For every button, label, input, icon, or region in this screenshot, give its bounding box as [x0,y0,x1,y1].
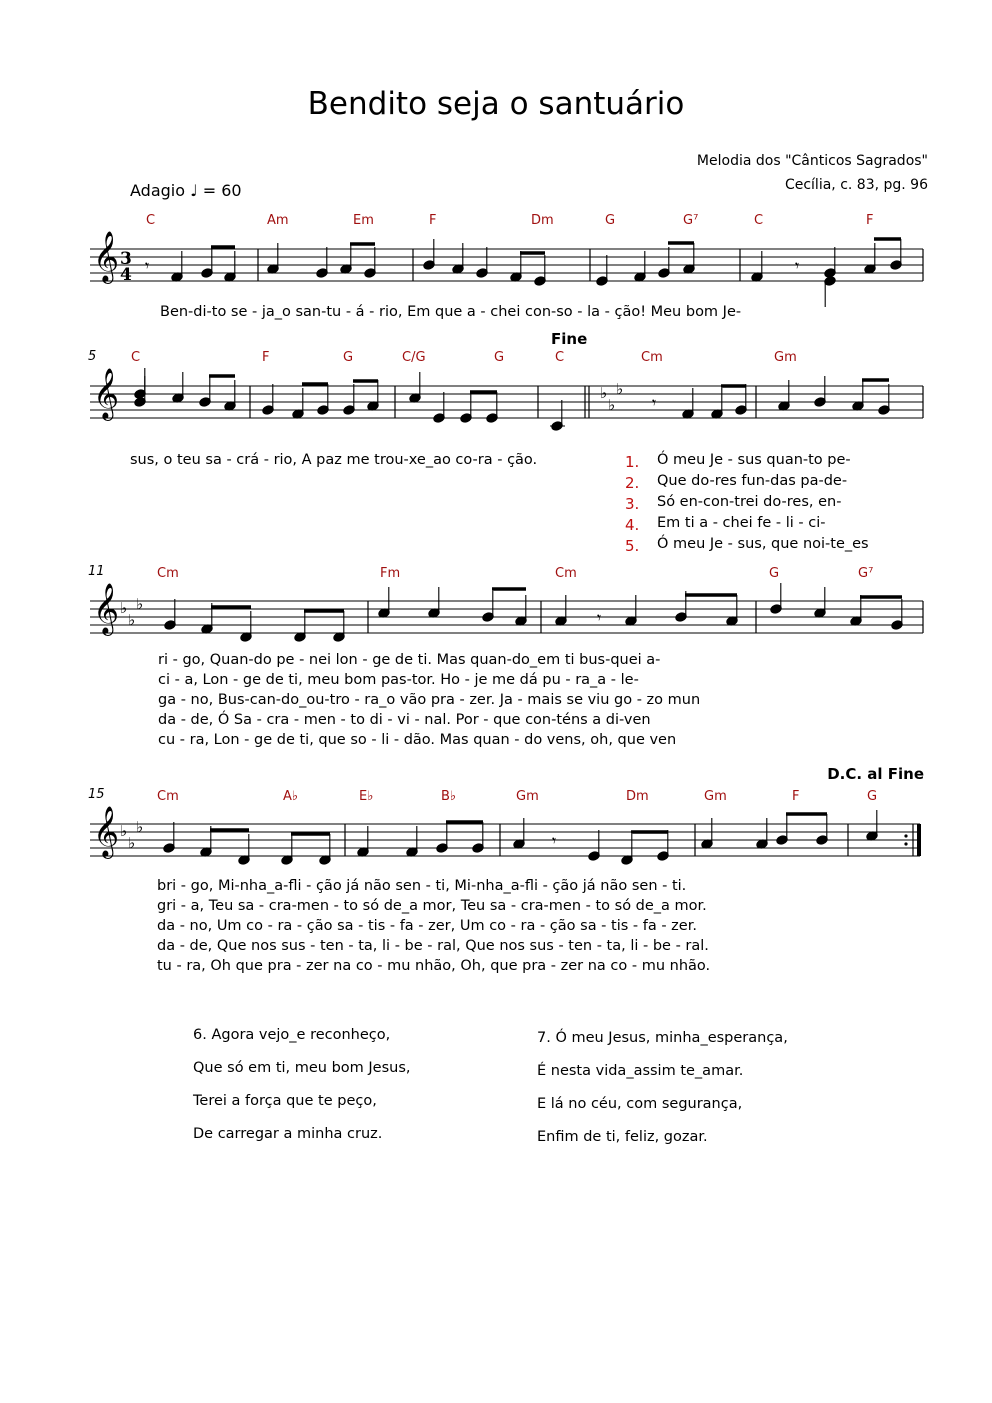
chord: G [769,566,780,581]
measure-number: 5 [88,349,97,364]
quarter-note-icon: ♩ [190,181,198,200]
lyric-line: bri - go, Mi-nha_a-fli - ção já não sen - ti, Mi-nha_a-fli - ção já não sen - ti. [157,878,687,894]
chord: Gm [516,789,539,804]
chord: Am [267,213,289,228]
lyric-line: ri - go, Quan-do pe - nei lon - ge de ti. Mas quan-do_em ti bus-quei a- [158,652,661,668]
verse-6-line: Terei a força que te peço, [193,1093,377,1109]
song-title: Bendito seja o santuário [307,86,685,122]
measure-number: 15 [88,787,105,802]
flat-icon: ♭ [136,595,144,613]
lyric-line: sus, o teu sa - crá - rio, A paz me trou-xe_ao co-ra - ção. [130,452,538,468]
chord: Cm [555,566,577,581]
lyric-line: cu - ra, Lon - ge de ti, que so - li - dão. Mas quan - do vens, oh, que ven [158,732,677,748]
verse-start: Ó meu Je - sus, que noi-te_es [657,536,869,552]
fine-marker: Fine [551,330,588,348]
chord: E♭ [359,789,374,804]
verse-number: 2. [625,474,640,492]
eighth-rest-icon: 𝄾 [652,393,657,412]
chord: Dm [531,213,554,228]
chord: G [343,350,354,365]
treble-clef-icon: 𝄞 [93,231,120,282]
chord: Cm [157,566,179,581]
chord: Cm [157,789,179,804]
treble-clef-icon: 𝄞 [93,583,120,634]
repeat-dot [904,842,907,845]
verse-7-line: É nesta vida_assim te_amar. [537,1063,744,1079]
measure-number: 11 [88,564,105,579]
treble-clef-icon: 𝄞 [93,806,120,857]
chord: G [867,789,878,804]
lyric-line: da - de, Ó Sa - cra - men - to di - vi - nal. Por - que con-téns a di-ven [158,712,651,728]
repeat-dot [904,834,907,837]
treble-clef-icon: 𝄞 [93,368,120,419]
credit-source: Cecília, c. 83, pg. 96 [784,177,928,193]
chord: G [494,350,505,365]
eighth-rest-icon: 𝄾 [597,608,602,627]
verse-7-line: 7. Ó meu Jesus, minha_esperança, [537,1030,788,1046]
verse-number: 3. [625,495,640,513]
chord: C [754,213,764,228]
chord: G [605,213,616,228]
chord: Cm [641,350,663,365]
verse-6-line: Que só em ti, meu bom Jesus, [193,1060,411,1076]
chord: F [792,789,800,804]
dc-al-fine-marker: D.C. al Fine [827,765,924,783]
chord: B♭ [441,789,457,804]
chord: Fm [380,566,401,581]
chord: F [866,213,874,228]
lyric-line: ga - no, Bus-can-do_ou-tro - ra_o vão pra - zer. Ja - mais se viu go - zo mun [158,692,701,708]
credit-melody: Melodia dos "Cânticos Sagrados" [696,153,928,169]
lyric-line: da - de, Que nos sus - ten - ta, li - be - ral, Que nos sus - ten - ta, li - be - ral. [157,938,709,954]
verse-start: Que do-res fun-das pa-de- [657,473,848,489]
flat-icon: ♭ [136,818,144,836]
flat-icon: ♭ [616,380,624,398]
verse-7-line: E lá no céu, com segurança, [537,1096,743,1112]
chord: Em [353,213,374,228]
verse-7-line: Enfim de ti, feliz, gozar. [537,1129,708,1145]
chord: G⁷ [858,566,874,581]
flat-icon: ♭ [600,384,608,402]
chord: Gm [704,789,727,804]
lyric-line: Ben-di-to se - ja_o san-tu - á - rio, Em que a - chei con-so - la - ção! Meu bom Je- [160,304,742,320]
verse-6-line: 6. Agora vejo_e reconheço, [193,1027,391,1043]
flat-icon: ♭ [120,599,128,617]
verse-start: Só en-con-trei do-res, en- [657,494,842,510]
verse-number: 5. [625,537,640,555]
verse-start: Ó meu Je - sus quan-to pe- [657,452,851,468]
chord: F [262,350,270,365]
verse-number: 4. [625,516,640,534]
lyric-line: ci - a, Lon - ge de ti, meu bom pas-tor. Ho - je me dá pu - ra_a - le- [158,672,639,688]
flat-icon: ♭ [128,611,136,629]
lyric-line: da - no, Um co - ra - ção sa - tis - fa - zer, Um co - ra - ção sa - tis - fa - zer. [157,918,697,934]
flat-icon: ♭ [608,396,616,414]
tempo-label: Adagio [130,181,186,200]
flat-icon: ♭ [120,822,128,840]
chord: A♭ [283,789,299,804]
time-signature-bottom: 4 [120,265,132,285]
lyric-line: tu - ra, Oh que pra - zer na co - mu nhão, Oh, que pra - zer na co - mu nhão. [157,958,711,974]
verse-6-line: De carregar a minha cruz. [193,1126,383,1142]
chord: G⁷ [683,213,699,228]
chord: C [146,213,156,228]
tempo-value: = 60 [202,181,242,200]
lyric-line: gri - a, Teu sa - cra-men - to só de_a mor, Teu sa - cra-men - to só de_a mor. [157,898,707,914]
flat-icon: ♭ [128,834,136,852]
chord: C [555,350,565,365]
eighth-rest-icon: 𝄾 [145,256,150,275]
eighth-rest-icon: 𝄾 [552,831,557,850]
chord: Gm [774,350,797,365]
chord: Dm [626,789,649,804]
eighth-rest-icon: 𝄾 [795,256,800,275]
chord: C/G [402,350,426,365]
chord: C [131,350,141,365]
verse-number: 1. [625,453,640,471]
verse-start: Em ti a - chei fe - li - ci- [657,515,826,531]
time-signature-top: 3 [120,249,132,269]
chord: F [429,213,437,228]
